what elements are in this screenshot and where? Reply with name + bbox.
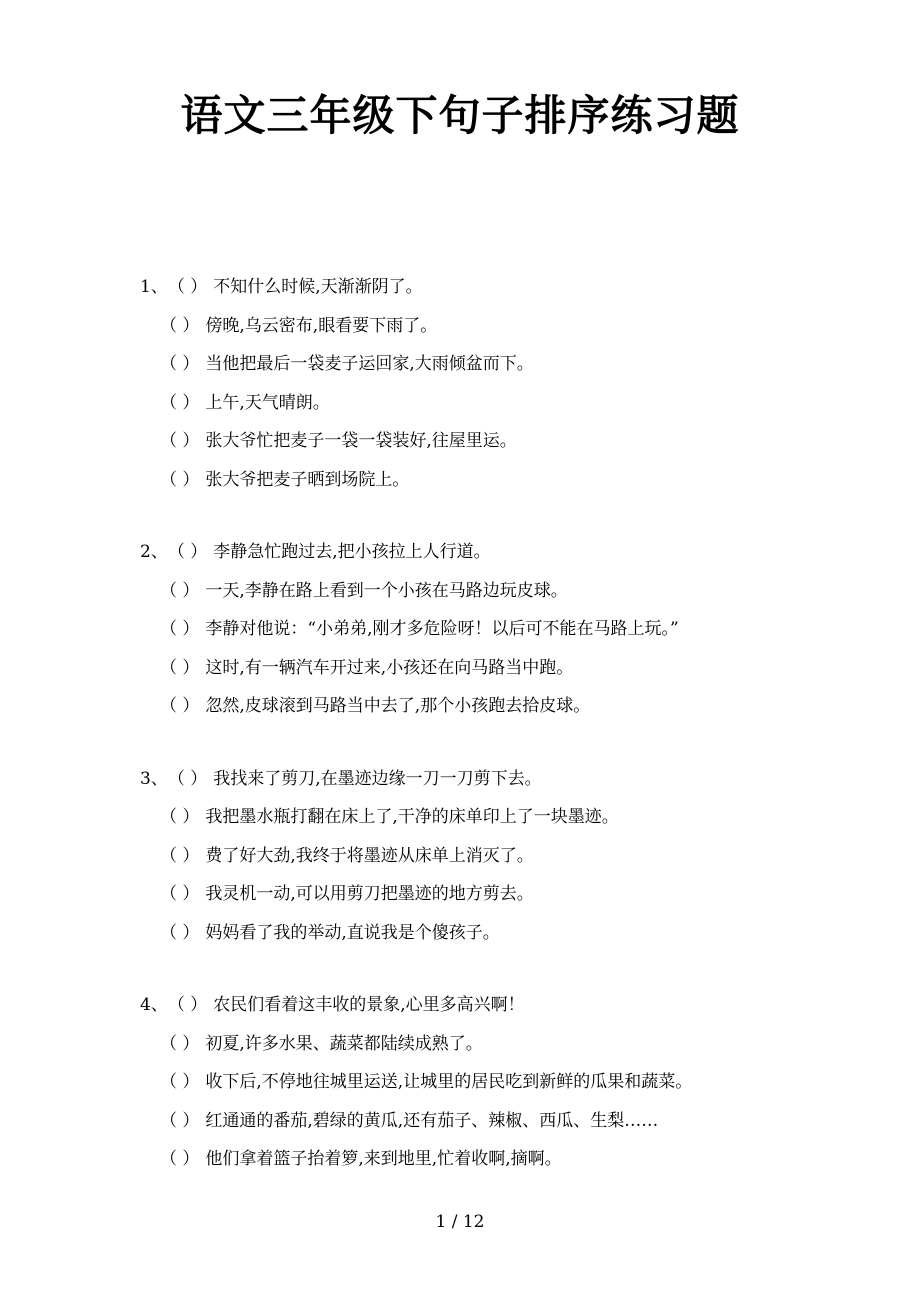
sentence-text: 我把墨水瓶打翻在床上了,干净的床单印上了一块墨迹。 bbox=[205, 807, 619, 827]
question-number: 2、 bbox=[140, 542, 168, 562]
answer-bracket: （ ） bbox=[160, 1033, 200, 1054]
answer-bracket: （ ） bbox=[160, 354, 200, 374]
sentence-text: 我灵机一动,可以用剪刀把墨迹的地方剪去。 bbox=[205, 884, 534, 904]
sentence-line bbox=[0, 687, 920, 726]
sentence-line bbox=[0, 384, 920, 423]
sentence-line bbox=[0, 422, 920, 461]
sentence-text: 张大爷把麦子晒到场院上。 bbox=[205, 469, 410, 490]
sentence-text: 费了好大劲,我终于将墨迹从床单上消灭了。 bbox=[205, 845, 534, 866]
answer-bracket: （ ） bbox=[160, 619, 200, 639]
sentence-line bbox=[0, 1102, 920, 1141]
sentence-line bbox=[0, 268, 920, 307]
answer-bracket: （ ） bbox=[160, 1110, 200, 1131]
answer-bracket: （ ） bbox=[160, 922, 200, 943]
answer-bracket: （ ） bbox=[160, 1072, 200, 1092]
answer-bracket: （ ） bbox=[160, 845, 200, 866]
page-number: 1 / 12 bbox=[435, 1212, 485, 1232]
sentence-text: 一天,李静在路上看到一个小孩在马路边玩皮球。 bbox=[205, 580, 568, 601]
answer-bracket: （ ） bbox=[160, 696, 200, 716]
sentence-line bbox=[0, 986, 920, 1025]
question-number: 1、 bbox=[140, 277, 168, 297]
answer-bracket: （ ） bbox=[160, 884, 200, 904]
question-2 bbox=[0, 533, 920, 726]
sentence-text: 他们拿着篮子抬着箩,来到地里,忙着收啊,摘啊。 bbox=[205, 1149, 562, 1169]
sentence-line bbox=[0, 760, 920, 799]
sentence-text: 我找来了剪刀,在墨迹边缘一刀一刀剪下去。 bbox=[213, 768, 542, 789]
answer-bracket: （ ） bbox=[160, 1149, 200, 1169]
answer-bracket: （ ） bbox=[160, 657, 200, 678]
answer-bracket: （ ） bbox=[167, 542, 208, 562]
sentence-line bbox=[0, 875, 920, 914]
answer-bracket: （ ） bbox=[167, 277, 208, 297]
sentence-text: 收下后,不停地往城里运送,让城里的居民吃到新鲜的瓜果和蔬菜。 bbox=[205, 1072, 693, 1092]
sentence-line bbox=[0, 914, 920, 953]
sentence-line bbox=[0, 649, 920, 688]
question-list bbox=[0, 268, 920, 1213]
sentence-text: 妈妈看了我的举动,直说我是个傻孩子。 bbox=[205, 922, 500, 943]
sentence-line bbox=[0, 345, 920, 384]
sentence-line bbox=[0, 610, 920, 649]
sentence-text: 红通通的番茄,碧绿的黄瓜,还有茄子、辣椒、西瓜、生梨…… bbox=[205, 1110, 659, 1131]
sentence-line bbox=[0, 307, 920, 346]
sentence-line bbox=[0, 572, 920, 611]
sentence-line bbox=[0, 1140, 920, 1179]
sentence-line bbox=[0, 798, 920, 837]
answer-bracket: （ ） bbox=[160, 431, 200, 451]
sentence-line bbox=[0, 837, 920, 876]
sentence-text: 李静对他说：“小弟弟,刚才多危险呀！以后可不能在马路上玩。” bbox=[205, 619, 679, 639]
answer-bracket: （ ） bbox=[160, 580, 200, 601]
answer-bracket: （ ） bbox=[160, 315, 200, 336]
question-4 bbox=[0, 986, 920, 1179]
answer-bracket: （ ） bbox=[167, 995, 208, 1015]
answer-bracket: （ ） bbox=[160, 807, 200, 827]
sentence-text: 张大爷忙把麦子一袋一袋装好,往屋里运。 bbox=[205, 431, 517, 451]
sentence-text: 农民们看着这丰收的景象,心里多高兴啊！ bbox=[213, 995, 525, 1015]
sentence-text: 当他把最后一袋麦子运回家,大雨倾盆而下。 bbox=[205, 354, 534, 374]
sentence-line bbox=[0, 1063, 920, 1102]
answer-bracket: （ ） bbox=[160, 392, 200, 413]
sentence-line bbox=[0, 1025, 920, 1064]
sentence-text: 不知什么时候,天渐渐阴了。 bbox=[213, 277, 423, 297]
sentence-text: 傍晚,乌云密布,眼看要下雨了。 bbox=[205, 315, 438, 336]
question-3 bbox=[0, 760, 920, 953]
sentence-line bbox=[0, 461, 920, 500]
question-number: 4、 bbox=[140, 995, 168, 1015]
sentence-line bbox=[0, 533, 920, 572]
question-number: 3、 bbox=[140, 768, 168, 789]
sentence-text: 李静急忙跑过去,把小孩拉上人行道。 bbox=[213, 542, 491, 562]
sentence-text: 这时,有一辆汽车开过来,小孩还在向马路当中跑。 bbox=[205, 657, 574, 678]
sentence-text: 初夏,许多水果、蔬菜都陆续成熟了。 bbox=[205, 1033, 483, 1054]
question-1 bbox=[0, 268, 920, 499]
sentence-text: 上午,天气晴朗。 bbox=[205, 392, 330, 413]
sentence-text: 忽然,皮球滚到马路当中去了,那个小孩跑去拾皮球。 bbox=[205, 696, 591, 716]
page-title: 语文三年级下句子排序练习题 bbox=[180, 91, 740, 140]
answer-bracket: （ ） bbox=[160, 469, 200, 490]
answer-bracket: （ ） bbox=[167, 768, 208, 789]
